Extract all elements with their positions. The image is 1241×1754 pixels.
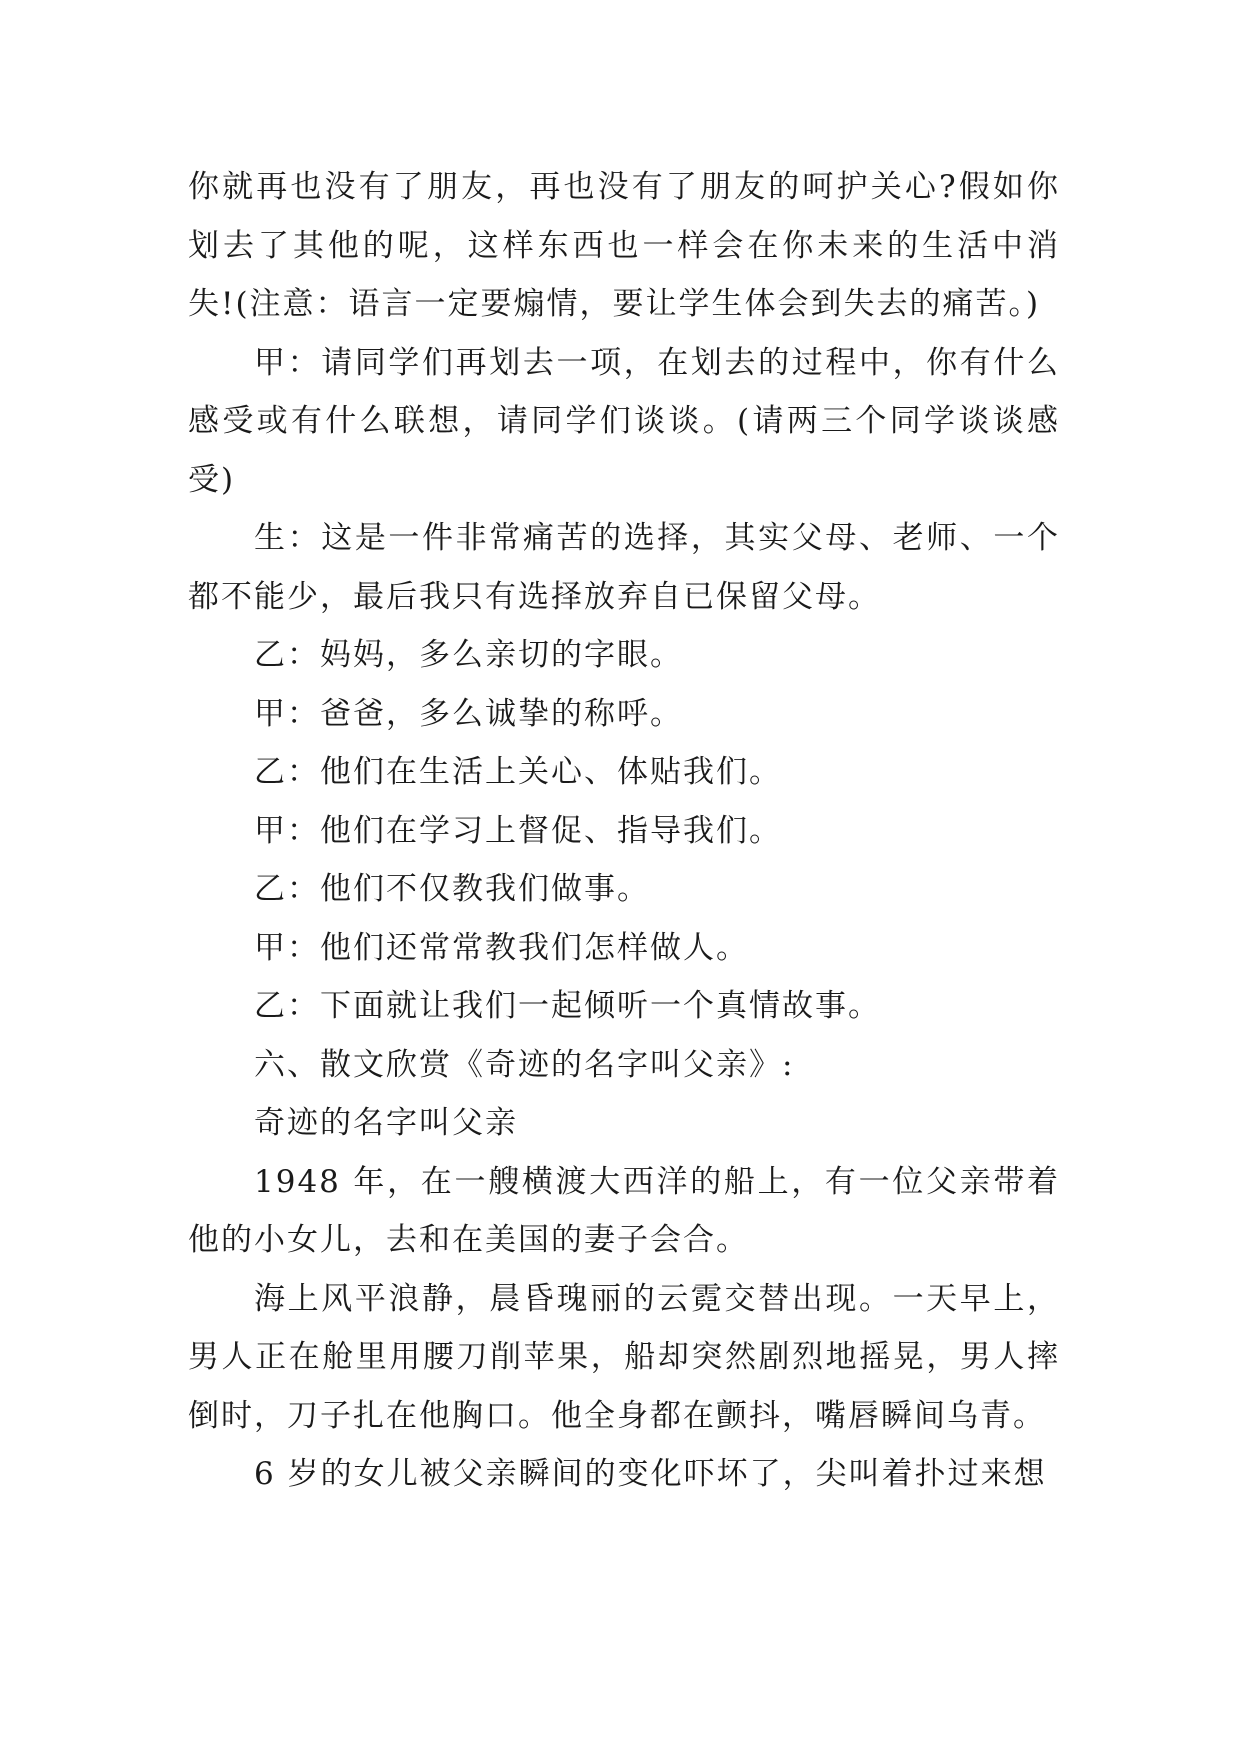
paragraph: 1948 年，在一艘横渡大西洋的船上，有一位父亲带着他的小女儿，去和在美国的妻子会合。 — [188, 1163, 1060, 1258]
paragraph: 你就再也没有了朋友，再也没有了朋友的呵护关心?假如你划去了其他的呢，这样东西也一样会在你未来的生活中消失!(注意：语言一定要煽情，要让学生体会到失去的痛苦。) — [188, 169, 1060, 322]
paragraph: 甲：请同学们再划去一项，在划去的过程中，你有什么感受或有什么联想，请同学们谈谈。(请两三个同学谈谈感受) — [188, 344, 1060, 498]
paragraph: 乙：下面就让我们一起倾听一个真情故事。 — [254, 988, 881, 1024]
essay-title: 奇迹的名字叫父亲 — [254, 1105, 518, 1141]
paragraph: 甲：他们还常常教我们怎样做人。 — [254, 929, 749, 966]
paragraph: 海上风平浪静，晨昏瑰丽的云霓交替出现。一天早上，男人正在舱里用腰刀削苹果，船却突然剧烈地摇晃，男人摔倒时，刀子扎在他胸口。他全身都在颤抖，嘴唇瞬间乌青。 — [188, 1280, 1060, 1434]
paragraph: 甲：他们在学习上督促、指导我们。 — [254, 812, 782, 849]
document-body — [188, 158, 1060, 1504]
paragraph: 乙：他们不仅教我们做事。 — [254, 871, 650, 907]
paragraph: 甲：爸爸，多么诚挚的称呼。 — [254, 695, 683, 732]
paragraph: 生：这是一件非常痛苦的选择，其实父母、老师、一个都不能少，最后我只有选择放弃自已保留父母。 — [188, 520, 1060, 615]
paragraph: 乙：他们在生活上关心、体贴我们。 — [254, 754, 782, 790]
section-heading: 六、散文欣赏《奇迹的名字叫父亲》: — [254, 1046, 795, 1083]
paragraph: 6 岁的女儿被父亲瞬间的变化吓坏了，尖叫着扑过来想 — [254, 1456, 1047, 1492]
paragraph: 乙：妈妈，多么亲切的字眼。 — [254, 637, 683, 673]
